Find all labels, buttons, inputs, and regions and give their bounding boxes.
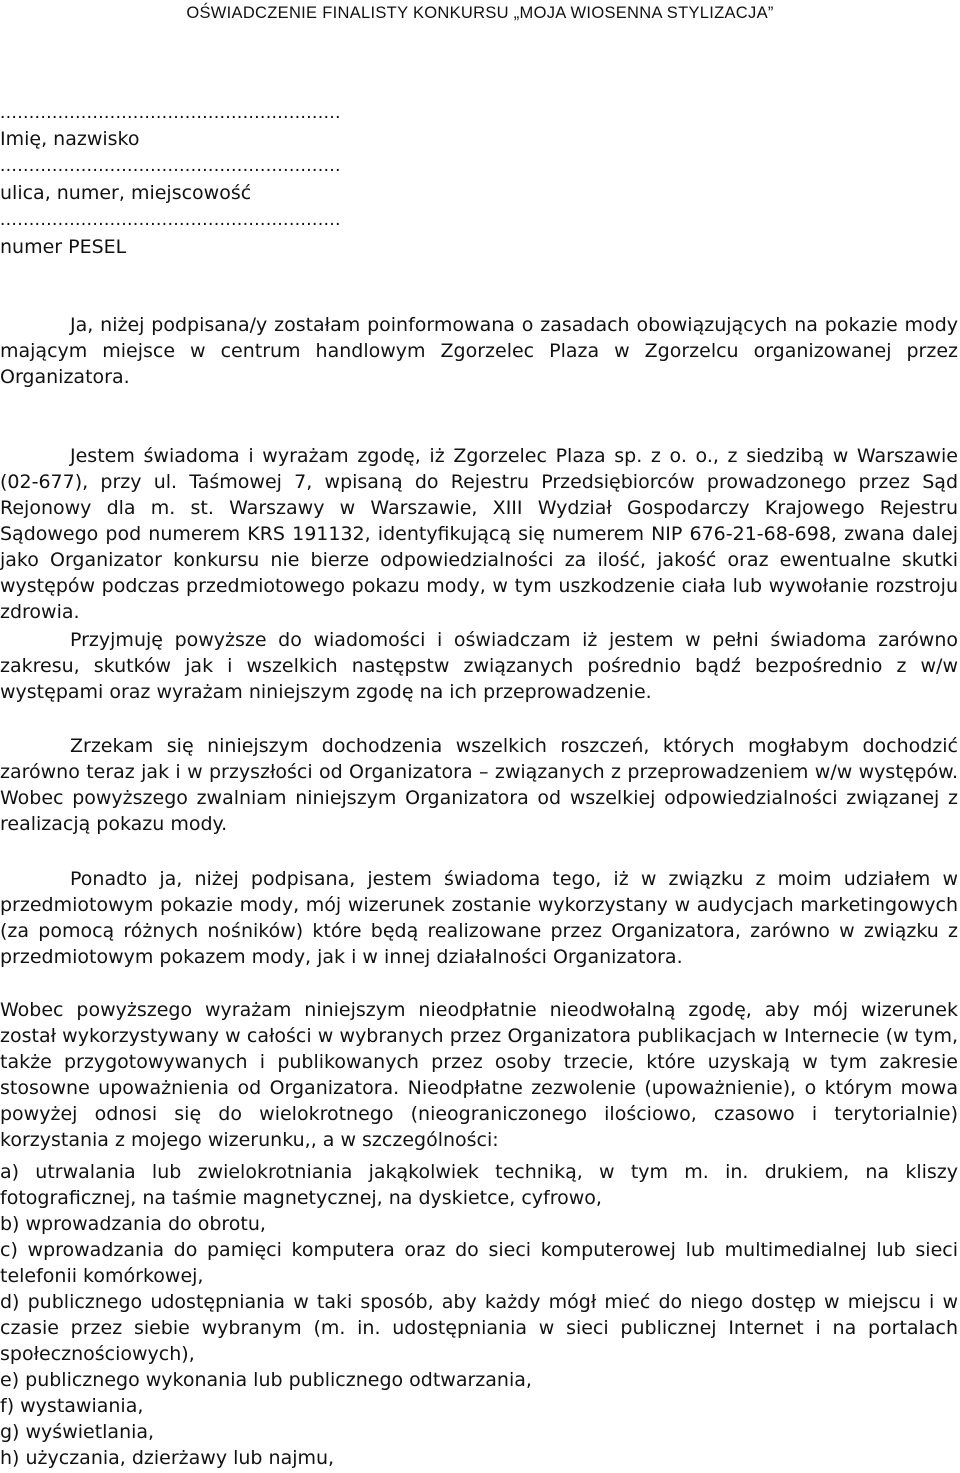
address-label: ulica, numer, miejscowość [0,182,252,204]
paragraph-waiver [0,733,958,837]
list-item: f) wystawiania, [0,1395,144,1417]
paragraph-image-use-text: Ponadto ja, niżej podpisana, jestem świadoma tego, iż w związku z moim udziałem w przedmiotowym pokazie mody, mój wizerunek zostanie wykorzystany w audycjach marketingowych (za pomocą różnych nośników) które będą realizowane przez Organizatora, zarówno w związku z przedmiotowym pokazem mody, jak i w innej działalności Organizatora. [0,868,958,968]
paragraph-image-consent-text: Wobec powyższego wyrażam niniejszym nieodpłatnie nieodwołalną zgodę, aby mój wizerunek został wykorzystywany w całości w wybranych przez Organizatora publikacjach w Internecie (w tym, także przygotowywanych i publikowanych przez osoby trzecie, które uzyskają w tym zakresie stosowne upoważnienia od Organizatora. Nieodpłatne zezwolenie (upoważnienie), o którym mowa powyżej odnosi się do wielokrotnego (nieograniczonego ilościowo, czasowo i terytorialnie) korzystania z mojego wizerunku,, a w szczególności: [0,999,958,1151]
document-title: OŚWIADCZENIE FINALISTY KONKURSU „MOJA WIOSENNA STYLIZACJA” [186,4,774,22]
paragraph-waiver-text: Zrzekam się niniejszym dochodzenia wszelkich roszczeń, których mogłabym dochodzić zarówno teraz jak i w przyszłości od Organizatora – związanych z przeprowadzeniem w/w występów. Wobec powyższego zwalniam niniejszym Organizatora od wszelkiej odpowiedzialności związanej z realizacją pokazu mody. [0,735,958,835]
list-item: c) wprowadzania do pamięci komputera oraz do sieci komputerowej lub multimedialnej lub sieci telefonii komórkowej, [0,1239,958,1287]
pesel-dotted-line: ........................................................... [0,209,341,230]
paragraph-information-text: Ja, niżej podpisana/y zostałam poinformowana o zasadach obowiązujących na pokazie mody mającym miejsce w centrum handlowym Zgorzelec Plaza w Zgorzelcu organizowanej przez Organizatora. [0,314,958,388]
list-item: h) użyczania, dzierżawy lub najmu, [0,1447,335,1469]
paragraph-consent-liability-text: Jestem świadoma i wyrażam zgodę, iż Zgorzelec Plaza sp. z o. o., z siedzibą w Warszawie (02-677), przy ul. Taśmowej 7, wpisaną do Rejestru Przedsiębiorców prowadzonego przez Sąd Rejonowy dla m. st. Warszawy w Warszawie, XIII Wydział Gospodarczy Krajowego Rejestru Sądowego pod numerem KRS 191132, identyfikującą się numerem NIP 676-21-68-698, zwana dalej jako Organizator konkursu nie bierze odpowiedzialności za ilość, jakość oraz ewentualne skutki występów podczas przedmiotowego pokazu mody, w tym uszkodzenie ciała lub wywołanie rozstroju zdrowia. [0,445,958,623]
paragraph-acknowledgement [0,627,958,705]
list-item: e) publicznego wykonania lub publicznego odtwarzania, [0,1369,532,1391]
usage-list [0,1159,958,1471]
address-dotted-line: ........................................................... [0,155,341,176]
list-item: a) utrwalania lub zwielokrotniania jakąkolwiek techniką, w tym m. in. drukiem, na kliszy fotograficznej, na taśmie magnetycznej, na dyskietce, cyfrowo, [0,1161,958,1209]
paragraph-consent-liability [0,443,958,625]
list-item: b) wprowadzania do obrotu, [0,1213,266,1235]
name-label: Imię, nazwisko [0,128,140,150]
list-item: g) wyświetlania, [0,1421,155,1443]
paragraph-image-use [0,866,958,970]
paragraph-information [0,312,958,390]
pesel-label: numer PESEL [0,236,127,258]
paragraph-acknowledgement-text: Przyjmuję powyższe do wiadomości i oświadczam iż jestem w pełni świadoma zarówno zakresu, skutków jak i wszelkich następstw związanych pośrednio bądź bezpośrednio z w/w występami oraz wyrażam niniejszym zgodę na ich przeprowadzenie. [0,629,958,703]
list-item: d) publicznego udostępniania w taki sposób, aby każdy mógł mieć do niego dostęp w miejscu i w czasie przez siebie wybranym (m. in. udostępniania w sieci publicznej Internet i na portalach społecznościowych), [0,1291,958,1365]
name-dotted-line: ........................................................... [0,102,341,123]
paragraph-image-consent [0,997,958,1153]
